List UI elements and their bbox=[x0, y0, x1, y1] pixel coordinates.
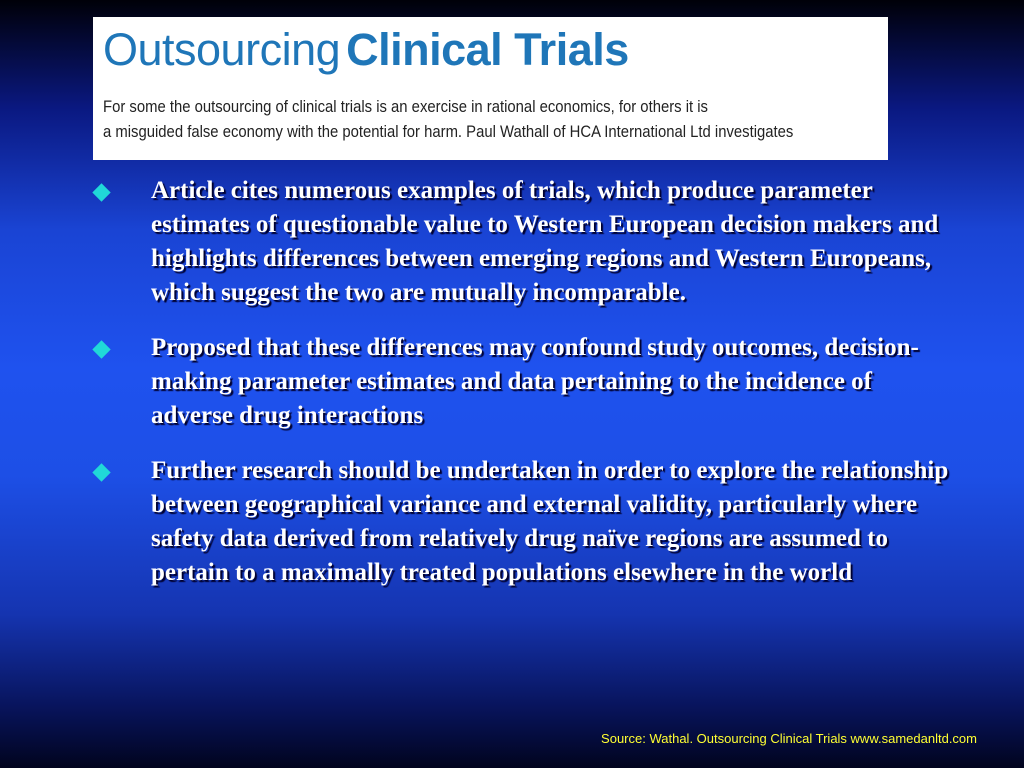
source-citation: Source: Wathal. Outsourcing Clinical Trials www.samedanltd.com bbox=[601, 731, 977, 746]
bullet-list bbox=[90, 174, 950, 611]
bullet-text: Further research should be undertaken in order to explore the relationship between geographical variance and external validity, particularly where safety data derived from relatively drug naïve regions are assumed to pertain to a maximally treated populations elsewhere in the world bbox=[151, 457, 949, 586]
title-light: Outsourcing bbox=[103, 24, 341, 75]
lead-line-2: a misguided false economy with the potential for harm. Paul Wathall of HCA International Ltd investigates bbox=[103, 123, 794, 141]
title-bold: Clinical Trials bbox=[346, 24, 629, 75]
article-title bbox=[103, 25, 878, 75]
bullet-text: Proposed that these differences may confound study outcomes, decision-making parameter estimates and data pertaining to the incidence of adverse drug interactions bbox=[151, 334, 919, 429]
diamond-bullet-icon bbox=[92, 183, 110, 201]
article-header-image bbox=[93, 17, 888, 160]
bullet-text: Article cites numerous examples of trials, which produce parameter estimates of questionable value to Western European decision makers and highlights differences between emerging regions and Western Europeans, which suggest the two are mutually incomparable. bbox=[151, 177, 939, 306]
bullet-item bbox=[90, 331, 950, 433]
bullet-item bbox=[90, 454, 950, 590]
article-lead bbox=[103, 95, 801, 145]
diamond-bullet-icon bbox=[92, 463, 110, 481]
diamond-bullet-icon bbox=[92, 340, 110, 358]
bullet-item bbox=[90, 174, 950, 310]
lead-line-1: For some the outsourcing of clinical trials is an exercise in rational economics, for others it is bbox=[103, 98, 708, 116]
